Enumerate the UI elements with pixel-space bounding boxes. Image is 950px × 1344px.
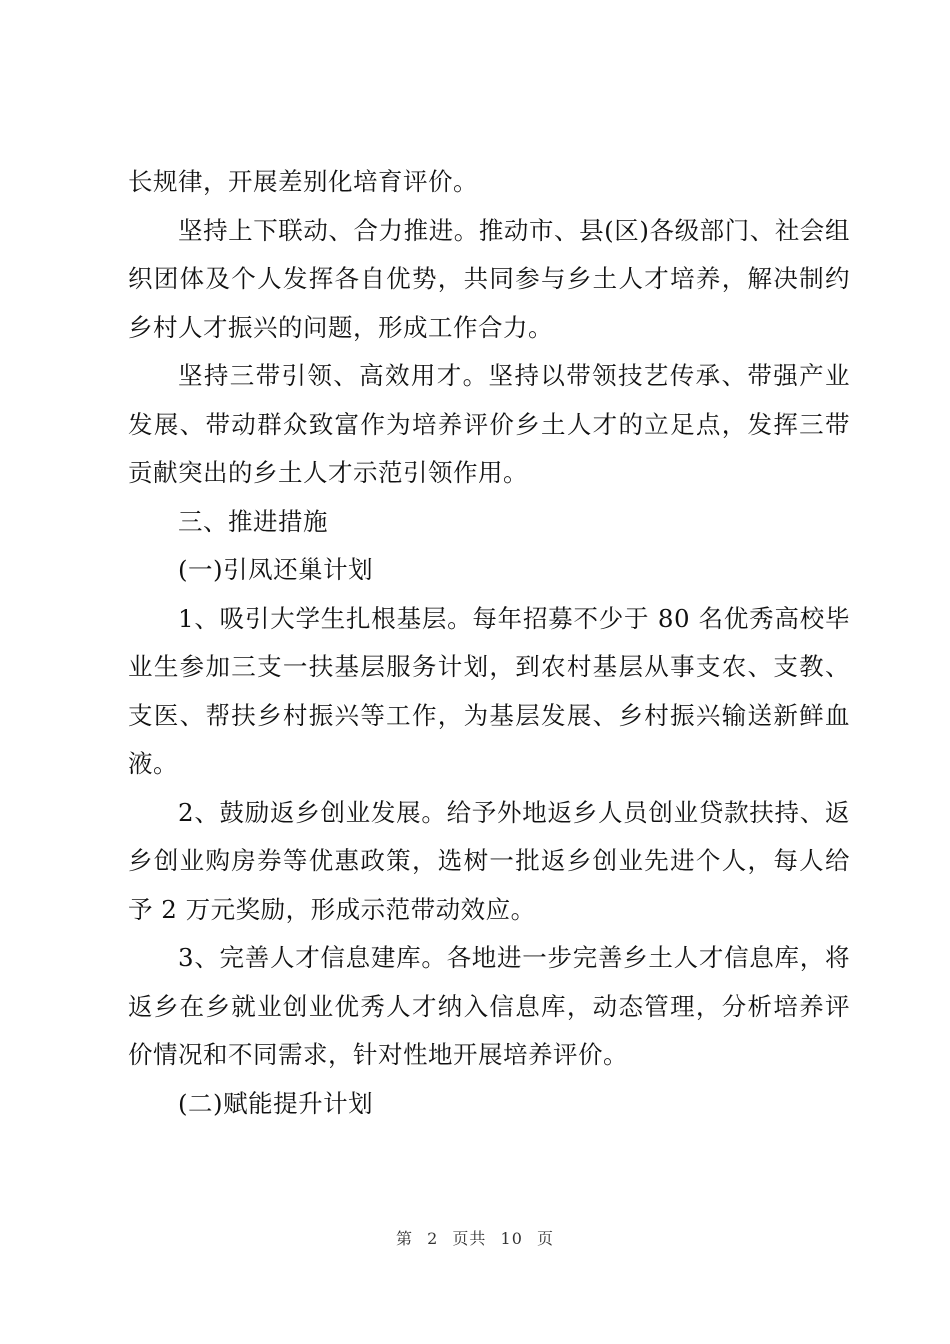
- footer-current-page: 2: [427, 1229, 439, 1248]
- paragraph-continued: 长规律，开展差别化培育评价。: [128, 167, 478, 196]
- subsection-heading-1: (一)引凤还巢计划: [178, 555, 374, 584]
- footer-suffix: 页: [536, 1229, 554, 1248]
- document-body: [128, 158, 850, 1128]
- page-footer: [0, 1226, 950, 1249]
- paragraph-measure-3: 3、完善人才信息建库。各地进一步完善乡土人才信息库，将返乡在乡就业创业优秀人才纳入信息库，动态管理，分析培养评价情况和不同需求，针对性地开展培养评价。: [128, 943, 850, 1069]
- footer-middle: 页共: [452, 1229, 487, 1248]
- paragraph-principle-linkage: 坚持上下联动、合力推进。推动市、县(区)各级部门、社会组织团体及个人发挥各自优势，共同参与乡土人才培养，解决制约乡村人才振兴的问题，形成工作合力。: [128, 215, 850, 342]
- subsection-heading-2: (二)赋能提升计划: [178, 1088, 374, 1118]
- paragraph-measure-1: 1、吸引大学生扎根基层。每年招募不少于 80 名优秀高校毕业生参加三支一扶基层服务计划，到农村基层从事支农、支教、支医、帮扶乡村振兴等工作，为基层发展、乡村振兴输送新鲜血液。: [128, 603, 850, 778]
- paragraph-measure-2: 2、鼓励返乡创业发展。给予外地返乡人员创业贷款扶持、返乡创业购房券等优惠政策，选树一批返乡创业先进个人，每人给予 2 万元奖励，形成示范带动效应。: [128, 797, 850, 924]
- section-heading-measures: 三、推进措施: [178, 506, 328, 536]
- footer-total-pages: 10: [500, 1229, 523, 1248]
- paragraph-principle-three-bands: 坚持三带引领、高效用才。坚持以带领技艺传承、带强产业发展、带动群众致富作为培养评价乡土人才的立足点，发挥三带贡献突出的乡土人才示范引领作用。: [128, 361, 850, 487]
- footer-prefix: 第: [396, 1229, 414, 1248]
